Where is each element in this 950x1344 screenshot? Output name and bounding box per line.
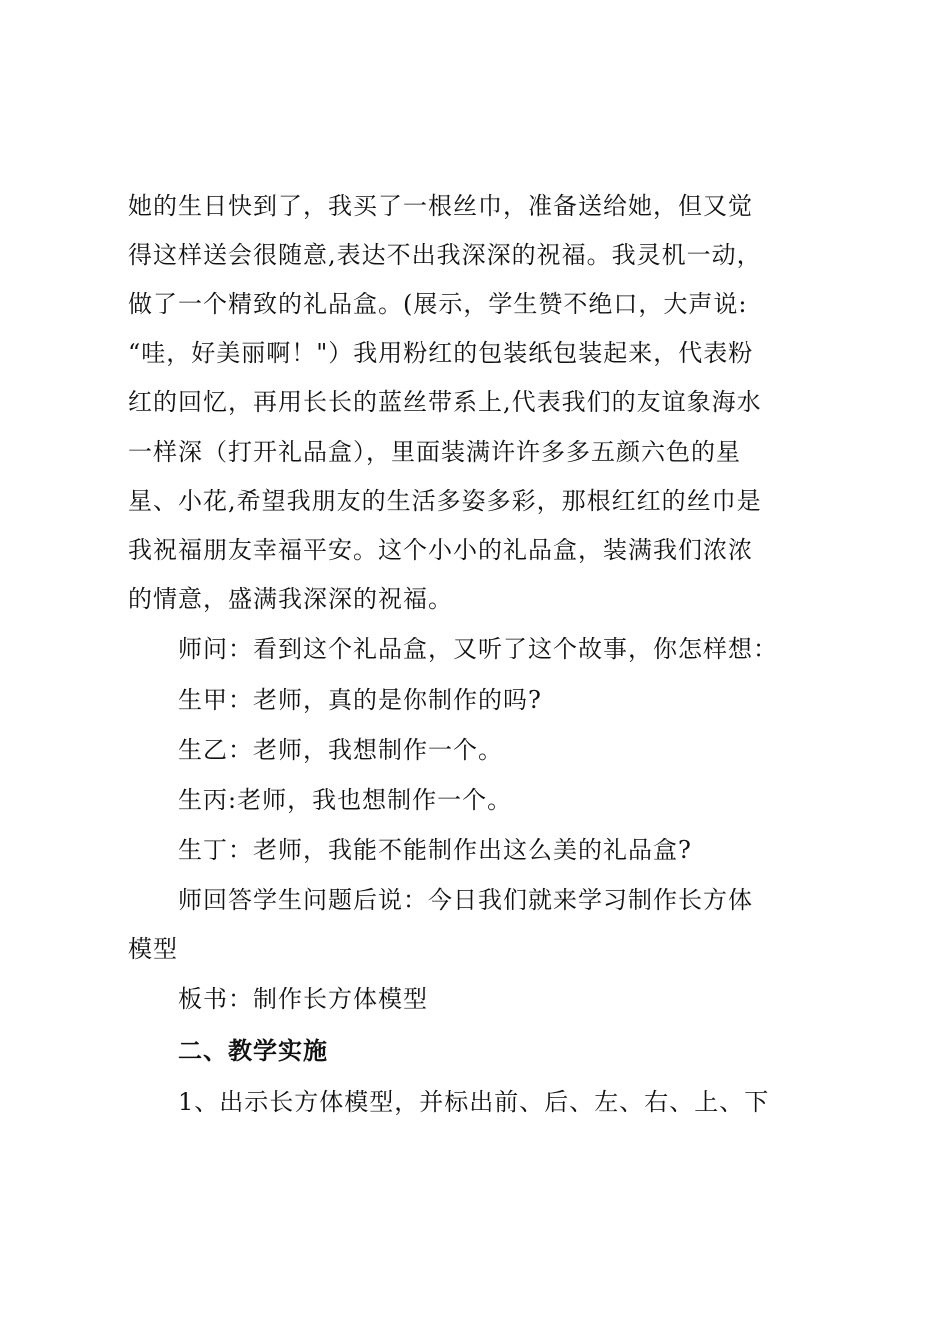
- student-d-reply: 生丁：老师，我能不能制作出这么美的礼品盒?: [178, 836, 692, 864]
- story-line-5: 红的回忆，再用长长的蓝丝带系上,代表我们的友谊象海水: [128, 388, 762, 416]
- story-line-8: 我祝福朋友幸福平安。这个小小的礼品盒，装满我们浓浓: [128, 536, 753, 564]
- board-writing: 板书：制作长方体模型: [178, 985, 428, 1013]
- story-line-2: 得这样送会很随意,表达不出我深深的祝福。我灵机一动，: [128, 241, 762, 269]
- step-1: 1、出示长方体模型，并标出前、后、左、右、上、下: [178, 1088, 770, 1116]
- section-heading: 二、教学实施: [178, 1036, 328, 1065]
- student-a-reply: 生甲：老师，真的是你制作的吗?: [178, 686, 542, 714]
- teacher-answer: 师回答学生问题后说：今日我们就来学习制作长方体: [178, 886, 753, 914]
- teacher-question: 师问：看到这个礼品盒，又听了这个故事，你怎样想：: [178, 635, 778, 663]
- student-b-reply: 生乙：老师，我想制作一个。: [178, 736, 503, 764]
- story-line-7: 星、小花,希望我朋友的生活多姿多彩，那根红红的丝巾是: [128, 487, 762, 515]
- student-c-reply: 生丙:老师，我也想制作一个。: [178, 786, 513, 814]
- story-line-4: “哇，好美丽啊！"）我用粉红的包装纸包装起来，代表粉: [128, 339, 754, 367]
- teacher-answer-continued: 模型: [128, 935, 178, 963]
- story-line-3: 做了一个精致的礼品盒。(展示，学生赞不绝口，大声说:: [128, 290, 748, 318]
- story-line-1: 她的生日快到了，我买了一根丝巾，准备送给她，但又觉: [128, 192, 753, 220]
- story-line-9: 的情意，盛满我深深的祝福。: [128, 585, 453, 613]
- story-line-6: 一样深（打开礼品盒），里面装满许许多多五颜六色的星: [128, 438, 741, 466]
